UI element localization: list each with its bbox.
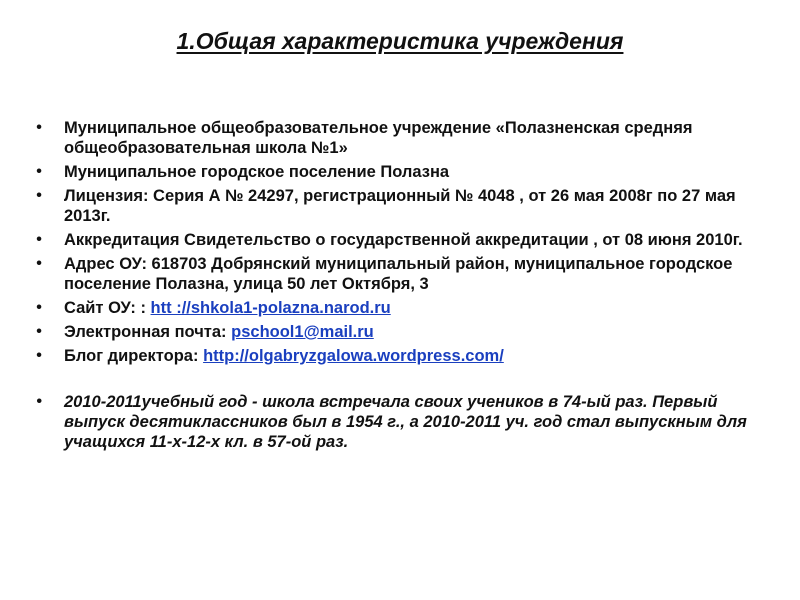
bullet-icon: •: [36, 323, 42, 340]
list-item-accreditation: [30, 230, 770, 250]
list-item-settlement: [30, 162, 770, 182]
bullet-icon: •: [36, 299, 42, 316]
bullet-icon: •: [36, 347, 42, 364]
list-item-blog: [30, 346, 770, 366]
list-item-address: [30, 254, 770, 294]
institution-name-text: Муниципальное общеобразовательное учреждение «Полазненская средняя общеобразовательная школа №1»: [64, 119, 693, 157]
email-link[interactable]: pschool1@mail.ru: [231, 323, 374, 341]
list-item-email: [30, 322, 770, 342]
website-label: Сайт ОУ: :: [64, 299, 151, 317]
bullet-icon: •: [36, 119, 42, 136]
blog-label: Блог директора:: [64, 347, 204, 365]
list-item-website: [30, 298, 770, 318]
list-item-license: [30, 186, 770, 226]
bullet-icon: •: [36, 231, 42, 248]
blog-link[interactable]: http://olgabryzgalowa.wordpress.com/: [203, 347, 504, 365]
accreditation-text: Аккредитация Свидетельство о государственной аккредитации , от 08 июня 2010г.: [64, 231, 743, 249]
list-item-school-year: [30, 392, 770, 452]
bullet-list: [30, 118, 770, 456]
slide-title: 1.Общая характеристика учреждения: [176, 28, 624, 54]
bullet-icon: •: [36, 255, 42, 272]
bullet-icon: •: [36, 187, 42, 204]
bullet-icon: •: [36, 163, 42, 180]
address-text: Адрес ОУ: 618703 Добрянский муниципальный район, муниципальное городское поселение Полазна, улица 50 лет Октября, 3: [64, 255, 733, 293]
email-label: Электронная почта:: [64, 323, 232, 341]
bullet-icon: •: [36, 393, 42, 410]
license-text: Лицензия: Серия А № 24297, регистрационный № 4048 , от 26 мая 2008г по 27 мая 2013г.: [64, 187, 736, 225]
school-year-text: 2010-2011учебный год - школа встречала своих учеников в 74-ый раз. Первый выпуск десятиклассников был в 1954 г., а 2010-2011 уч. год стал выпускным для учащихся 11-х-12-х кл. в 57-ой раз.: [64, 393, 747, 451]
website-link[interactable]: htt ://shkola1-polazna.narod.ru: [150, 299, 391, 317]
list-item-institution-name: [30, 118, 770, 158]
settlement-text: Муниципальное городское поселение Полазна: [64, 163, 450, 181]
